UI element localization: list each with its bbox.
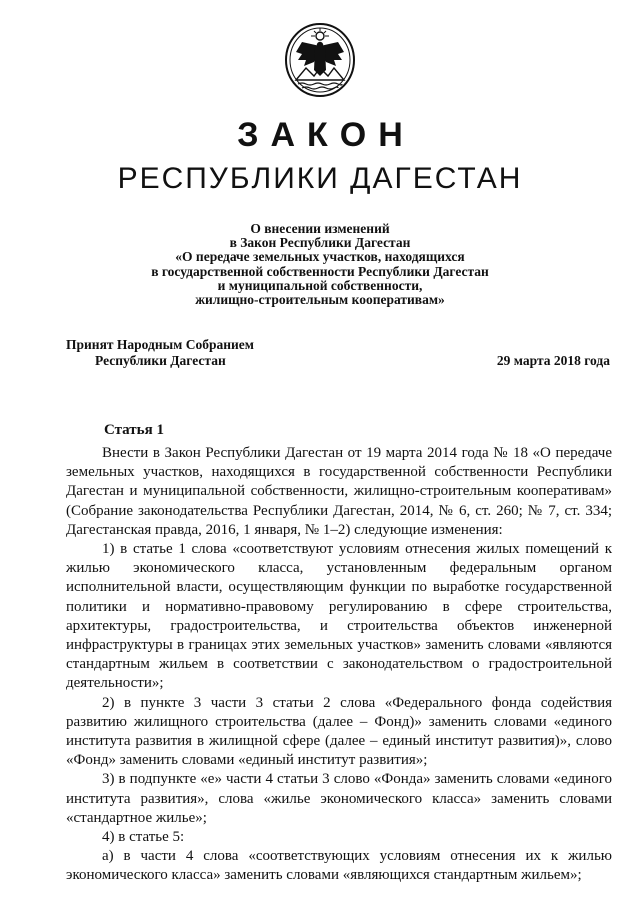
adoption-line: Принят Народным Собранием [66, 337, 254, 352]
adoption-body [66, 337, 254, 369]
adoption-date: 29 марта 2018 года [496, 353, 610, 368]
law-title-line: О внесении изменений [250, 221, 390, 236]
law-title-line: «О передаче земельных участков, находящихся [175, 249, 465, 265]
article-title: Статья 1 [104, 422, 164, 438]
law-title-line: и муниципальной собственности, [217, 277, 423, 293]
dagestan-coat-of-arms-icon [284, 22, 356, 98]
article-paragraph: 3) в подпункте «е» части 4 статьи 3 слово «Фонда» заменить словами «единого института развития», слова «жилье экономического класса» заменить словами «стандартное жилье»; [66, 771, 612, 826]
law-heading: ЗАКОН [237, 116, 415, 154]
law-title-line: в Закон Республики Дагестан [229, 235, 411, 251]
law-title [110, 222, 530, 307]
law-title-line: в государственной собственности Республики Дагестан [151, 263, 489, 279]
adoption-line: Республики Дагестан [95, 353, 226, 368]
article-paragraph: Внести в Закон Республики Дагестан от 19 марта 2014 года № 18 «О передаче земельных участков, находящихся в государственной собственности Республики Дагестан и муниципальной собственности, жилищно-строительным кооперативам» (Собрание законодательства Республики Дагестан, 2014, № 6, ст. 260; № 7, ст. 334; Дагестанская правда, 2016, 1 января, № 1–2) следующие изменения: [66, 445, 612, 538]
article-paragraph: 2) в пункте 3 части 3 статьи 2 слова «Федерального фонда содействия развитию жилищного строительства (далее – Фонд)» заменить словами «единого института развития в жилищной сфере (далее – единый институт развития)», слово «Фонд» заменить словами «единый институт развития»; [66, 694, 612, 769]
law-title-line: жилищно-строительным кооперативам» [195, 292, 445, 308]
republic-heading: РЕСПУБЛИКИ ДАГЕСТАН [117, 162, 523, 195]
article-paragraph: а) в части 4 слова «соответствующих условиям отнесения их к жилью экономического класса» заменить словами «являющихся стандартным жильем»; [66, 848, 612, 884]
article-body [66, 444, 612, 886]
article-paragraph: 4) в статье 5: [102, 829, 185, 846]
article-paragraph: 1) в статье 1 слова «соответствуют условиям отнесения жилых помещений к жилью экономического класса, установленным федеральным органом исполнительной власти, осуществляющим функции по выработке государственной политики и нормативно-правовому регулированию в сфере строительства, архитектуры, градостроительства, и строительства объектов инженерной инфраструктуры в границах этих земельных участков» заменить словами «являются стандартным жильем в соответствии с законодательством о градостроительной деятельности»; [66, 541, 612, 692]
